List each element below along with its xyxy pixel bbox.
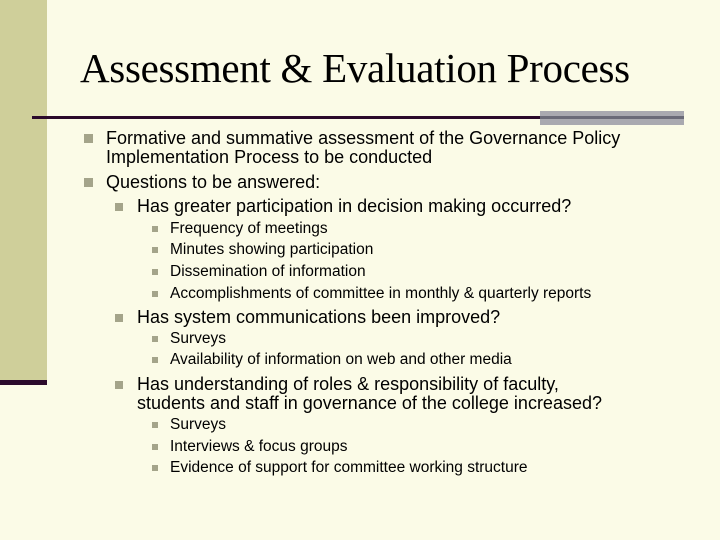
title-rule-accent-line — [540, 116, 684, 119]
bullet-marker — [152, 336, 158, 342]
bullet-text-level-1: Questions to be answered: — [106, 172, 321, 192]
bullet-marker — [115, 203, 123, 211]
bullet-text-level-2: Has greater participation in decision making occurred? — [137, 196, 572, 216]
bullet-marker — [152, 247, 158, 253]
bullet-marker — [84, 178, 93, 187]
bullet-marker — [152, 226, 158, 232]
left-decor-underline — [0, 380, 47, 385]
bullet-marker — [152, 422, 158, 428]
bullet-marker — [115, 381, 123, 389]
bullet-marker — [84, 134, 93, 143]
bullet-text-level-2: Has understanding of roles & responsibility of faculty, — [137, 374, 559, 394]
bullet-text-level-3: Frequency of meetings — [170, 220, 328, 237]
bullet-text-level-2: Has system communications been improved? — [137, 307, 501, 327]
bullet-text-level-3: Surveys — [170, 416, 226, 433]
bullet-text-level-2: students and staff in governance of the college increased? — [137, 393, 602, 413]
bullet-text-level-3: Interviews & focus groups — [170, 438, 348, 455]
bullet-text-level-3: Minutes showing participation — [170, 241, 374, 258]
bullet-marker — [152, 291, 158, 297]
bullet-text-level-3: Availability of information on web and other media — [170, 351, 512, 368]
left-decor-bar — [0, 0, 47, 384]
bullet-text-level-1: Formative and summative assessment of the Governance Policy — [106, 128, 621, 148]
bullet-marker — [152, 269, 158, 275]
bullet-marker — [115, 314, 123, 322]
bullet-marker — [152, 444, 158, 450]
bullet-marker — [152, 465, 158, 471]
bullet-text-level-3: Accomplishments of committee in monthly & quarterly reports — [170, 285, 592, 302]
bullet-text-level-3: Surveys — [170, 330, 226, 347]
title-rule — [32, 116, 540, 119]
bullet-text-level-1: Implementation Process to be conducted — [106, 147, 433, 167]
bullet-marker — [152, 357, 158, 363]
bullet-text-level-3: Dissemination of information — [170, 263, 366, 280]
bullet-text-level-3: Evidence of support for committee working structure — [170, 459, 528, 476]
slide-title: Assessment & Evaluation Process — [80, 45, 630, 91]
